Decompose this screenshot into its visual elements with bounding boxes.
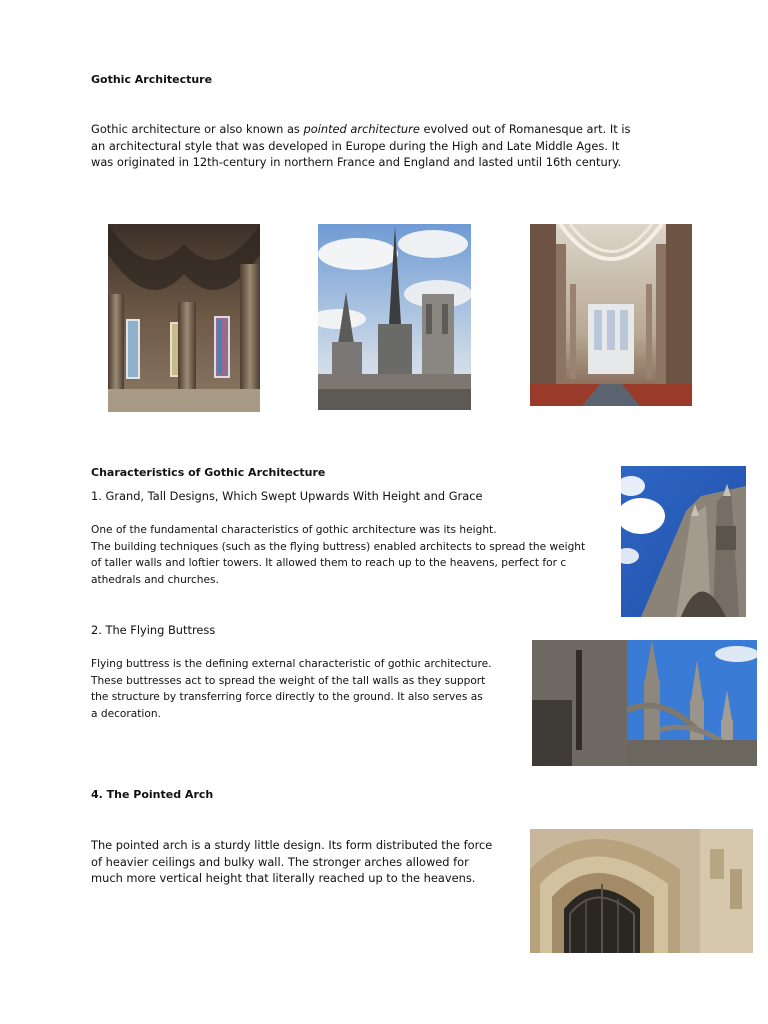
page-title: Gothic Architecture xyxy=(91,73,213,86)
section-2-heading: 2. The Flying Buttress xyxy=(91,623,216,637)
section-1-heading: 1. Grand, Tall Designs, Which Swept Upwards With Height and Grace xyxy=(91,489,483,503)
intro-text-end: evolved out of Romanesque art. It is an architectural style that was developed in Europe during the High and Late Middle Ages. It was originated in 12th-century in northern France and England and lasted until 16th century. xyxy=(91,122,631,170)
ambulatory-interior-photo xyxy=(108,224,260,412)
flying-buttress-photo xyxy=(532,640,757,766)
characteristics-heading: Characteristics of Gothic Architecture xyxy=(91,466,326,479)
intro-emphasis: pointed architecture xyxy=(303,122,420,136)
cathedral-nave-photo xyxy=(530,224,692,406)
pointed-arch-photo xyxy=(530,829,753,953)
section-4-body: The pointed arch is a sturdy little design. Its form distributed the force of heavier ceilings and bulky wall. The stronger arches allowed for much more vertical height that literally reached up to the heavens. xyxy=(91,838,493,886)
cathedral-spire-photo xyxy=(318,224,471,410)
section-4-heading: 4. The Pointed Arch xyxy=(91,788,214,801)
section-1-body: One of the fundamental characteristics of gothic architecture was its height. The building techniques (such as the flying buttress) enabled architects to spread the weight of taller walls and loftier towers. It allowed them to reach up to the heavens, perfect for c athedrals and churches. xyxy=(91,524,586,586)
intro-text-start: Gothic architecture or also known as xyxy=(91,122,304,136)
intro-paragraph xyxy=(91,121,711,171)
section-2-body: Flying buttress is the defining external characteristic of gothic architecture. These buttresses act to spread the weight of the tall walls as they support the structure by transferring force directly to the ground. It also serves as a decoration. xyxy=(91,658,492,720)
cathedral-facade-sky-photo xyxy=(621,466,746,617)
